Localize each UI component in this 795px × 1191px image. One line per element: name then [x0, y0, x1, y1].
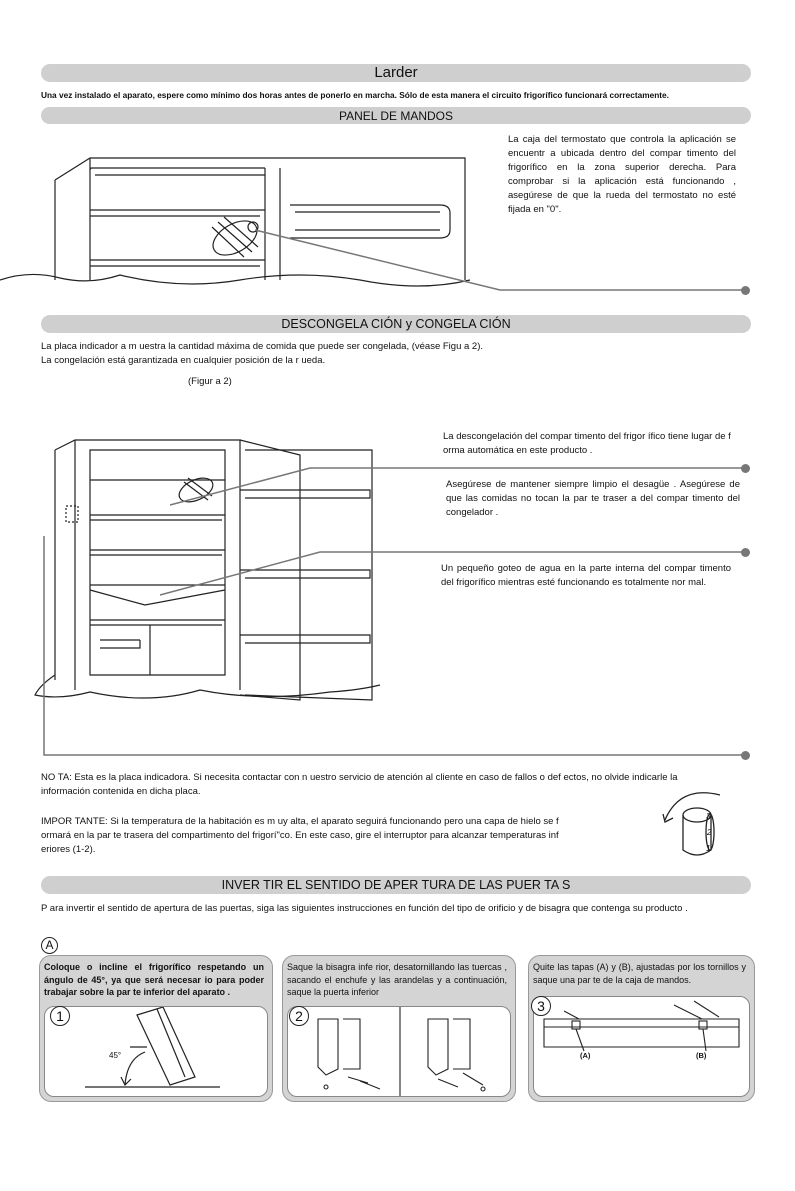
step-3-panel	[528, 955, 755, 1102]
step-3-illustration-box	[533, 996, 750, 1097]
panel-header-bar	[41, 107, 751, 124]
step-1-illustration-box	[44, 1006, 268, 1097]
figure-2-label: (Figur a 2)	[188, 376, 232, 387]
section-a-marker: A	[41, 937, 58, 954]
callout-dot-thermostat	[741, 286, 750, 295]
dial-number-2: 2	[707, 828, 712, 837]
invert-header-bar	[41, 876, 751, 894]
angle-label: 45°	[109, 1051, 122, 1060]
step-3-text: Quite las tapas (A) y (B), ajustadas por los tornillos y saque una par te de la caja de mandos.	[533, 962, 746, 985]
larder-header-bar	[41, 64, 751, 82]
step-1-panel	[39, 955, 273, 1102]
thermostat-text: La caja del termostato que controla la aplicación se encuentr a ubicada dentro del compar timento del frigorífico en la zona superior derecha. Para comprobar si la aplicación está funcionando , asegúrese de que la rueda del termostato no esté fijada en "0".	[508, 134, 736, 215]
callout-dot-rating-plate	[741, 751, 750, 760]
important-text: IMPOR TANTE: Si la temperatura de la habitación es m uy alta, el aparato seguirá funcionando pero una capa de hielo se f ormará en la par te trasera del compartimento del frigorí"co. En este caso, gire el interruptor para alcanzar temperaturas inf eriores (1-2).	[41, 816, 559, 855]
step-2-illustration-box	[287, 1006, 511, 1097]
step-1-text: Coloque o incline el frigorífico respetando un ángulo de 45°, ya que será necesar io para poder trabajar sobre la par te inferior del aparato .	[44, 962, 264, 997]
thermostat-dial-illustration	[655, 780, 735, 870]
step-2-panel	[282, 955, 516, 1102]
step-1-number: 1	[50, 1006, 70, 1026]
dial-number-3: 3	[706, 812, 711, 821]
drain-text: Asegúrese de mantener siempre limpio el desagüe . Asegúrese de que las comidas no tocan la par te traser a del compar timento del congelador .	[446, 479, 740, 518]
intro-text: Una vez instalado el aparato, espere como mínimo dos horas antes de ponerlo en marcha. Sólo de esta manera el circuito frigorífico funcionará correctamente.	[41, 90, 669, 100]
callout-dot-drip	[741, 548, 750, 557]
defrost-header-bar	[41, 315, 751, 333]
drip-text: Un pequeño goteo de agua en la parte interna del compar timento del frigorífico mientras esté funcionando es totalmente nor mal.	[441, 563, 731, 588]
cap-a-label: (A)	[580, 1051, 591, 1060]
defrost-line-2: La congelación está garantizada en cualquier posición de la r ueda.	[41, 355, 326, 366]
larder-title: Larder	[374, 64, 418, 81]
auto-defrost-text: La descongelación del compar timento del frigor ífico tiene lugar de f orma automática en este producto .	[443, 431, 731, 456]
panel-title: PANEL DE MANDOS	[338, 109, 454, 123]
cap-b-label: (B)	[696, 1051, 707, 1060]
note-text: NO TA: Esta es la placa indicadora. Si necesita contactar con n uestro servicio de atención al cliente en caso de fallos o def ectos, no olvide indicarle la información contenida en dicha placa.	[41, 772, 678, 797]
step-2-number: 2	[289, 1006, 309, 1026]
tilted-fridge-illustration	[45, 1007, 267, 1097]
lower-hinge-illustration	[288, 1007, 510, 1097]
defrost-title: DESCONGELA CIÓN y CONGELA CIÓN	[281, 317, 511, 331]
fridge-open-illustration	[0, 420, 795, 765]
step-2-text: Saque la bisagra infe rior, desatornillando las tuercas , sacando el enchufe y las arandelas y a continuación, saque la puerta inferior	[287, 962, 507, 997]
invert-text: P ara invertir el sentido de apertura de las puertas, siga las siguientes instrucciones en función del tipo de orificio y de bisagra que contenga su producto .	[41, 903, 688, 914]
control-box-caps-illustration	[534, 997, 749, 1097]
step-3-number: 3	[531, 996, 551, 1016]
invert-title: INVER TIR EL SENTIDO DE APER TURA DE LAS PUER TA S	[221, 878, 571, 892]
dial-number-1: 1	[706, 844, 711, 853]
defrost-line-1: La placa indicador a m uestra la cantidad máxima de comida que puede ser congelada, (véase Figu a 2).	[41, 341, 484, 352]
callout-dot-auto-defrost	[741, 464, 750, 473]
